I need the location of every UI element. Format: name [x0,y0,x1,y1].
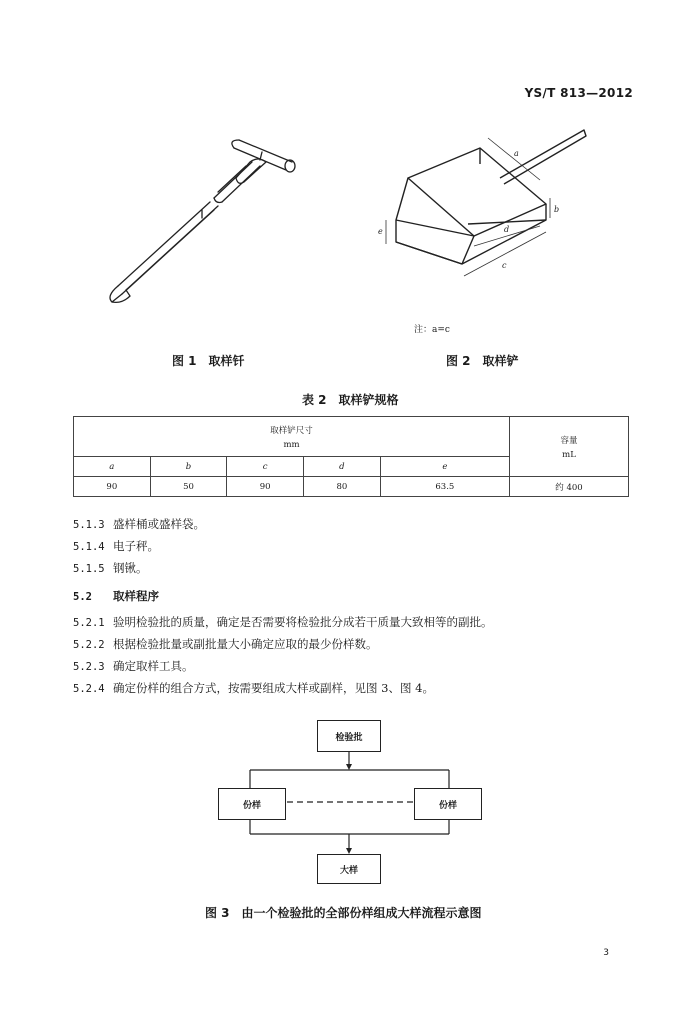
col-a: a [74,457,151,477]
dim-label-c: c [502,261,507,270]
capacity-label: 容量 [560,435,578,446]
para-num: 5.2.2 [73,639,105,651]
figure2-caption: 图 2 取样铲 [446,354,519,368]
paragraph [73,614,493,630]
para-text: 根据检验批量或副批量大小确定应取的最少份样数。 [113,637,378,651]
value-c: 90 [227,477,304,497]
paragraph [73,636,378,652]
para-text: 钢锹。 [113,561,148,575]
value-a: 90 [74,477,151,497]
table-head-main: 取样铲尺寸 [270,425,313,436]
figure1-caption: 图 1 取样钎 [172,354,245,368]
para-text: 验明检验批的质量，确定是否需要将检验批分成若干质量大致相等的副批。 [113,615,493,629]
para-num: 5.1.5 [73,563,105,575]
value-e: 63.5 [380,477,509,497]
para-text: 确定取样工具。 [113,659,194,673]
flow-box-inspection-lot: 检验批 [317,720,381,752]
para-text: 取样程序 [113,589,159,603]
flow-box-increment-left: 份样 [218,788,286,820]
flow-box-increment-right: 份样 [414,788,482,820]
flow-box-gross-sample: 大样 [317,854,381,884]
page-number: 3 [603,948,609,958]
figure3-caption: 图 3 由一个检验批的全部份样组成大样流程示意图 [205,906,482,920]
para-num: 5.2 [73,591,92,603]
table-header-dimensions [74,417,510,457]
table-header-capacity [510,417,629,477]
paragraph [73,680,434,696]
para-num: 5.1.3 [73,519,105,531]
table2-title: 表 2 取样铲规格 [302,393,399,407]
value-capacity: 约 400 [510,477,629,497]
para-num: 5.2.1 [73,617,105,629]
figure1-sampling-probe-drawing [100,118,320,318]
dim-label-e: e [378,227,383,236]
value-b: 50 [150,477,227,497]
spec-table [73,416,629,497]
col-e: e [380,457,509,477]
col-b: b [150,457,227,477]
capacity-unit: mL [562,449,576,460]
para-text: 确定份样的组合方式，按需要组成大样或副样，见图 3、图 4。 [113,681,434,695]
para-text: 盛样桶或盛样袋。 [113,517,205,531]
para-num: 5.1.4 [73,541,105,553]
para-text: 电子秤。 [113,539,159,553]
dim-label-b: b [554,205,560,214]
paragraph [73,560,148,576]
paragraph [73,658,194,674]
para-num: 5.2.3 [73,661,105,673]
table-head-unit: mm [283,439,300,450]
figure2-sampling-scoop-drawing [370,120,590,310]
col-d: d [304,457,381,477]
dim-label-a: a [514,149,519,158]
paragraph [73,538,159,554]
dim-label-d: d [504,225,510,234]
standard-number: YS/T 813—2012 [524,86,633,100]
figure2-note: 注：a=c [414,325,450,335]
value-d: 80 [304,477,381,497]
paragraph [73,516,205,532]
section-heading [73,588,159,604]
col-c: c [227,457,304,477]
para-num: 5.2.4 [73,683,105,695]
